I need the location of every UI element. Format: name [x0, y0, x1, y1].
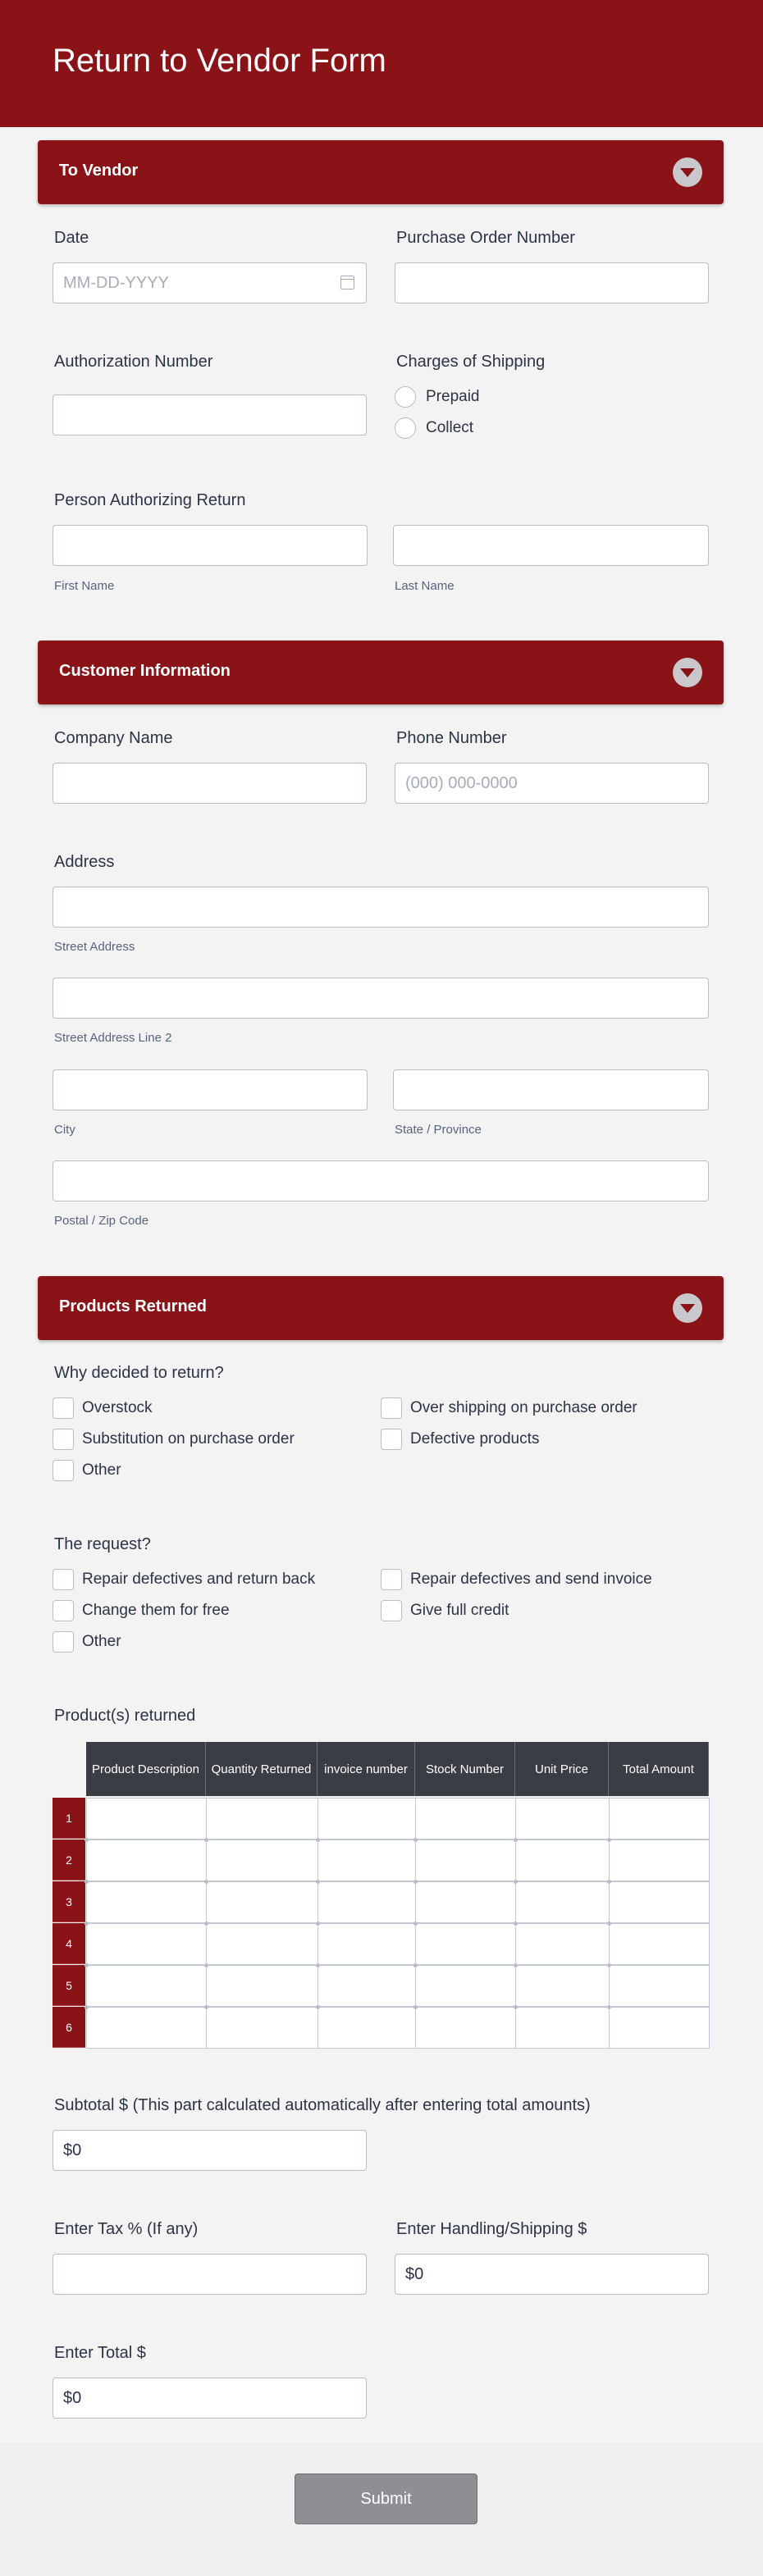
person-label: Person Authorizing Return [54, 491, 246, 509]
cell-resize-handle [413, 1880, 418, 1884]
tax-label: Enter Tax % (If any) [54, 2220, 199, 2238]
checkbox-request-other[interactable] [53, 1630, 121, 1653]
total-input[interactable]: $0 [53, 2378, 367, 2419]
cell-resize-handle [85, 2005, 89, 2009]
cell-resize-handle [85, 1922, 89, 1926]
table-row-number: 5 [53, 1965, 85, 2006]
checkbox-label: Repair defectives and send invoice [410, 1571, 652, 1588]
cell-resize-handle [413, 1838, 418, 1842]
table-cell-input[interactable] [515, 1840, 610, 1881]
company-label: Company Name [54, 729, 173, 747]
cell-resize-handle [204, 1963, 208, 1967]
zip-sublabel: Postal / Zip Code [54, 1214, 149, 1228]
table-cell-input[interactable] [206, 2007, 318, 2049]
cell-resize-handle [514, 1922, 518, 1926]
handling-input[interactable]: $0 [395, 2254, 709, 2295]
table-cell-input[interactable] [515, 1923, 610, 1965]
chevron-down-icon[interactable] [673, 658, 702, 687]
table-column-header: Product Description [86, 1742, 206, 1796]
checkbox-label: Change them for free [82, 1602, 230, 1619]
checkbox-label: Repair defectives and return back [82, 1571, 316, 1588]
table-row-number: 4 [53, 1923, 85, 1964]
table-cell-input[interactable] [318, 1881, 416, 1923]
table-column-header: Unit Price [515, 1742, 609, 1796]
checkbox-label: Give full credit [410, 1602, 509, 1619]
cell-resize-handle [514, 2005, 518, 2009]
checkbox-box[interactable] [381, 1569, 402, 1590]
auth-number-input[interactable] [53, 394, 367, 435]
table-cell-input[interactable] [515, 1798, 610, 1840]
cell-resize-handle [204, 1838, 208, 1842]
calendar-icon[interactable] [340, 276, 354, 290]
cell-resize-handle [413, 1922, 418, 1926]
cell-resize-handle [316, 1963, 320, 1967]
table-cell-input[interactable] [206, 1923, 318, 1965]
form-header [0, 0, 763, 127]
radio-circle[interactable] [395, 386, 416, 408]
checkbox-repair-invoice[interactable] [381, 1568, 652, 1591]
section-title: Products Returned [59, 1297, 208, 1315]
table-cell-input[interactable] [206, 1965, 318, 2007]
checkbox-box[interactable] [53, 1600, 74, 1621]
checkbox-substitution[interactable] [53, 1428, 295, 1451]
table-row-number: 2 [53, 1840, 85, 1881]
city-input[interactable] [53, 1069, 368, 1110]
table-cell-input[interactable] [415, 1881, 516, 1923]
table-cell-input[interactable] [609, 2007, 710, 2049]
table-cell-input[interactable] [206, 1881, 318, 1923]
table-cell-input[interactable] [318, 1798, 416, 1840]
cell-resize-handle [316, 2005, 320, 2009]
table-cell-input[interactable] [86, 1923, 207, 1965]
cell-resize-handle [316, 1838, 320, 1842]
checkbox-box[interactable] [381, 1397, 402, 1419]
table-cell-input[interactable] [86, 1798, 207, 1840]
last-name-input[interactable] [393, 525, 709, 566]
section-header-customer[interactable] [38, 641, 724, 704]
submit-button[interactable]: Submit [295, 2473, 477, 2524]
checkbox-full-credit[interactable] [381, 1599, 509, 1622]
date-placeholder: MM-DD-YYYY [63, 274, 169, 292]
phone-placeholder: (000) 000-0000 [405, 774, 518, 792]
cell-resize-handle [514, 1963, 518, 1967]
checkbox-box[interactable] [53, 1429, 74, 1450]
table-cell-input[interactable] [318, 1965, 416, 2007]
request-label: The request? [54, 1535, 151, 1553]
street-sublabel: Street Address [54, 940, 135, 954]
section-header-vendor[interactable] [38, 140, 724, 204]
table-cell-input[interactable] [415, 1840, 516, 1881]
checkbox-label: Defective products [410, 1430, 540, 1448]
table-cell-input[interactable] [86, 2007, 207, 2049]
section-title: To Vendor [59, 162, 139, 180]
cell-resize-handle [514, 1838, 518, 1842]
street2-input[interactable] [53, 978, 709, 1019]
state-input[interactable] [393, 1069, 709, 1110]
checkbox-box[interactable] [381, 1429, 402, 1450]
cell-resize-handle [316, 1922, 320, 1926]
cell-resize-handle [413, 1963, 418, 1967]
section-title: Customer Information [59, 662, 231, 680]
city-sublabel: City [54, 1123, 75, 1137]
cell-resize-handle [85, 1838, 89, 1842]
section-header-products[interactable] [38, 1276, 724, 1340]
form-title: Return to Vendor Form [53, 43, 386, 79]
checkbox-label: Overstock [82, 1399, 153, 1416]
checkbox-change-free[interactable] [53, 1599, 230, 1622]
checkbox-label: Other [82, 1461, 121, 1479]
street2-sublabel: Street Address Line 2 [54, 1031, 172, 1045]
radio-circle[interactable] [395, 417, 416, 439]
table-row-number: 1 [53, 1798, 85, 1839]
cell-resize-handle [607, 2005, 611, 2009]
handling-label: Enter Handling/Shipping $ [396, 2220, 587, 2238]
table-column-header: Stock Number [415, 1742, 515, 1796]
auth-label: Authorization Number [54, 353, 213, 371]
checkbox-label: Other [82, 1633, 121, 1650]
last-name-sublabel: Last Name [395, 579, 455, 593]
checkbox-box[interactable] [53, 1397, 74, 1419]
tax-input[interactable] [53, 2254, 367, 2295]
chevron-down-icon[interactable] [673, 157, 702, 187]
table-cell-input[interactable] [609, 1840, 710, 1881]
table-row-number: 6 [53, 2007, 85, 2048]
first-name-sublabel: First Name [54, 579, 115, 593]
date-label: Date [54, 229, 89, 247]
checkbox-label: Substitution on purchase order [82, 1430, 295, 1448]
checkbox-box[interactable] [53, 1631, 74, 1653]
checkbox-repair-return[interactable] [53, 1568, 315, 1591]
radio-prepaid[interactable] [395, 385, 480, 408]
po-number-input[interactable] [395, 262, 709, 303]
cell-resize-handle [413, 2005, 418, 2009]
table-cell-input[interactable] [609, 1881, 710, 1923]
cell-resize-handle [514, 1880, 518, 1884]
address-label: Address [54, 853, 115, 871]
radio-label: Collect [426, 419, 474, 436]
table-cell-input[interactable] [86, 1840, 207, 1881]
table-cell-input[interactable] [609, 1965, 710, 2007]
cell-resize-handle [204, 2005, 208, 2009]
checkbox-overstock[interactable] [53, 1397, 153, 1420]
cell-resize-handle [607, 1963, 611, 1967]
table-cell-input[interactable] [86, 1881, 207, 1923]
table-cell-input[interactable] [609, 1798, 710, 1840]
table-cell-input[interactable] [318, 2007, 416, 2049]
checkbox-box[interactable] [53, 1569, 74, 1590]
company-input[interactable] [53, 763, 367, 804]
table-cell-input[interactable] [318, 1923, 416, 1965]
date-input[interactable] [53, 262, 367, 303]
table-cell-input[interactable] [515, 1965, 610, 2007]
radio-collect[interactable] [395, 417, 473, 440]
subtotal-input[interactable]: $0 [53, 2130, 367, 2171]
subtotal-label: Subtotal $ (This part calculated automatically after entering total amounts) [54, 2096, 591, 2114]
checkbox-box[interactable] [381, 1600, 402, 1621]
total-label: Enter Total $ [54, 2344, 146, 2362]
phone-label: Phone Number [396, 729, 507, 747]
cell-resize-handle [204, 1922, 208, 1926]
cell-resize-handle [607, 1880, 611, 1884]
shipping-label: Charges of Shipping [396, 353, 546, 371]
zip-input[interactable] [53, 1160, 709, 1201]
cell-resize-handle [204, 1880, 208, 1884]
checkbox-why-other[interactable] [53, 1459, 121, 1482]
table-cell-input[interactable] [86, 1965, 207, 2007]
table-cell-input[interactable] [415, 1965, 516, 2007]
table-column-header: Total Amount [609, 1742, 709, 1796]
why-label: Why decided to return? [54, 1364, 224, 1382]
checkbox-box[interactable] [53, 1460, 74, 1481]
table-row-number: 3 [53, 1881, 85, 1922]
table-cell-input[interactable] [318, 1840, 416, 1881]
chevron-down-icon[interactable] [673, 1293, 702, 1323]
table-column-header: invoice number [318, 1742, 415, 1796]
state-sublabel: State / Province [395, 1123, 482, 1137]
checkbox-label: Over shipping on purchase order [410, 1399, 637, 1416]
table-cell-input[interactable] [415, 1923, 516, 1965]
po-label: Purchase Order Number [396, 229, 575, 247]
table-cell-input[interactable] [206, 1798, 318, 1840]
table-cell-input[interactable] [515, 2007, 610, 2049]
cell-resize-handle [607, 1838, 611, 1842]
table-cell-input[interactable] [609, 1923, 710, 1965]
radio-label: Prepaid [426, 388, 480, 405]
products-label: Product(s) returned [54, 1707, 196, 1725]
table-cell-input[interactable] [415, 2007, 516, 2049]
table-cell-input[interactable] [415, 1798, 516, 1840]
phone-input[interactable] [395, 763, 709, 804]
checkbox-over-shipping[interactable] [381, 1397, 637, 1420]
cell-resize-handle [85, 1963, 89, 1967]
street-input[interactable] [53, 887, 709, 928]
cell-resize-handle [85, 1880, 89, 1884]
cell-resize-handle [607, 1922, 611, 1926]
table-cell-input[interactable] [206, 1840, 318, 1881]
checkbox-defective[interactable] [381, 1428, 539, 1451]
cell-resize-handle [316, 1880, 320, 1884]
table-column-header: Quantity Returned [206, 1742, 318, 1796]
table-cell-input[interactable] [515, 1881, 610, 1923]
first-name-input[interactable] [53, 525, 368, 566]
